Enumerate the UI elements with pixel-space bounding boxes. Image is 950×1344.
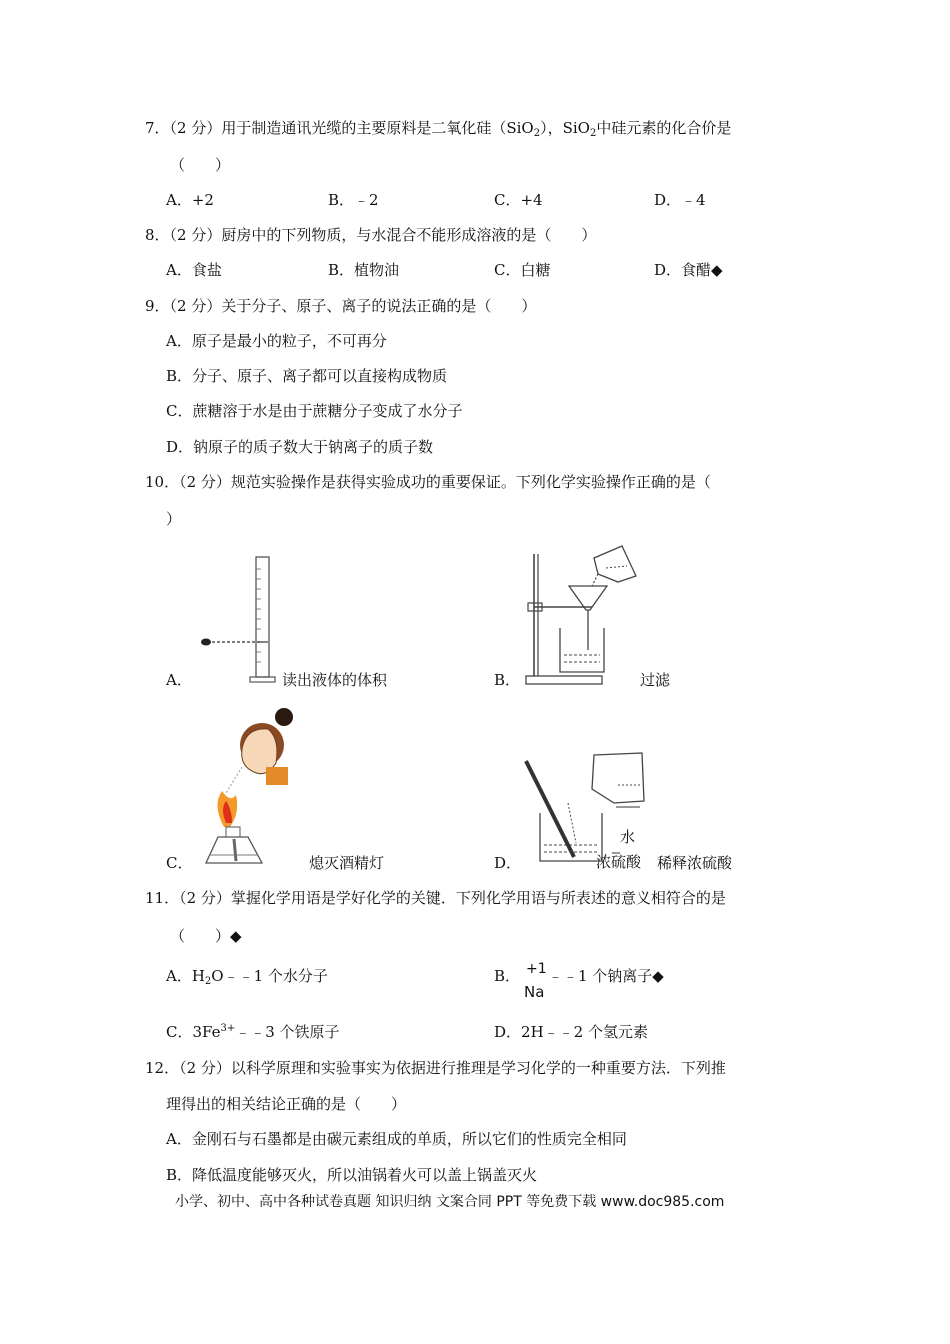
q9-option-b: B．分子、原子、离子都可以直接构成物质 <box>166 367 448 385</box>
q11-paren: （ ）◆ <box>170 927 242 945</box>
q9-option-a: A．原子是最小的粒子，不可再分 <box>166 332 387 350</box>
q11-option-c: C．$3Fe^{3+}﹣﹣3$ 个铁原子 <box>166 1023 340 1041</box>
q10-option-b-letter: B． <box>494 671 521 689</box>
q10-option-d-letter: D． <box>494 854 522 872</box>
q12-option-a: A．金刚石与石墨都是由碳元素组成的单质，所以它们的性质完全相同 <box>166 1130 627 1148</box>
q12-stem-cont: 理得出的相关结论正确的是（ ） <box>166 1095 407 1113</box>
q10-stem-cont: ） <box>166 510 182 528</box>
q7-option-c: C．+4 <box>494 191 543 209</box>
q10-option-c-caption: 熄灭酒精灯 <box>309 854 385 872</box>
q11-option-b-letter: B． <box>494 967 521 985</box>
q9-stem: 9．（2 分）关于分子、原子、离子的说法正确的是（ ） <box>145 297 537 315</box>
q11-option-a: A．$H_2O﹣﹣1$ 个水分子 <box>166 967 328 987</box>
figure-label-water: 水 <box>620 828 636 846</box>
q7-option-a: A．+2 <box>166 191 214 209</box>
filtration-figure <box>512 540 637 690</box>
q7-option-d: D．﹣4 <box>654 191 706 209</box>
q10-stem: 10．（2 分）规范实验操作是获得实验成功的重要保证。下列化学实验操作正确的是（ <box>145 473 711 491</box>
q7-stem: 7．（2 分）用于制造通讯光缆的主要原料是二氧化硅（SiO$_2$），SiO$_2$中硅元素的化合价是 <box>145 119 732 139</box>
q8-option-b: B．植物油 <box>328 261 400 279</box>
q10-option-b-caption: 过滤 <box>640 671 671 689</box>
figure-label-acid: 浓硫酸 <box>596 853 642 871</box>
q10-option-d-caption: 稀释浓硫酸 <box>657 854 733 872</box>
q12-stem: 12．（2 分）以科学原理和实验事实为依据进行推理是学习化学的一种重要方法．下列推 <box>145 1059 726 1077</box>
q9-option-d: D．钠原子的质子数大于钠离子的质子数 <box>166 438 434 456</box>
q10-option-a-caption: 读出液体的体积 <box>282 671 388 689</box>
q10-option-a-letter: A． <box>166 671 192 689</box>
q8-option-c: C．白糖 <box>494 261 551 279</box>
alcohol-lamp-figure <box>196 705 308 868</box>
q8-stem: 8．（2 分）厨房中的下列物质，与水混合不能形成溶液的是（ ） <box>145 226 597 244</box>
q11-stem: 11．（2 分）掌握化学用语是学好化学的关键．下列化学用语与所表述的意义相符合的是 <box>145 889 726 907</box>
graduated-cylinder-figure <box>190 555 290 687</box>
q12-option-b: B．降低温度能够灭火，所以油锅着火可以盖上锅盖灭火 <box>166 1166 538 1184</box>
q9-option-c: C．蔗糖溶于水是由于蔗糖分子变成了水分子 <box>166 402 463 420</box>
q11-option-b-text: ﹣﹣1 个钠离子◆ <box>548 967 664 985</box>
q8-option-d: D．食醋◆ <box>654 261 723 279</box>
q7-option-b: B．﹣2 <box>328 191 379 209</box>
q11-option-d: D．2H﹣﹣2 个氢元素 <box>494 1023 648 1041</box>
page-footer: 小学、初中、高中各种试卷真题 知识归纳 文案合同 PPT 等免费下载 www.doc985.com <box>175 1194 725 1210</box>
q11-option-b-charge: +1 <box>526 961 547 977</box>
q8-option-a: A．食盐 <box>166 261 222 279</box>
q7-paren: （ ） <box>170 156 231 174</box>
q10-option-c-letter: C． <box>166 854 193 872</box>
q11-option-b-symbol: Na <box>524 983 545 1001</box>
